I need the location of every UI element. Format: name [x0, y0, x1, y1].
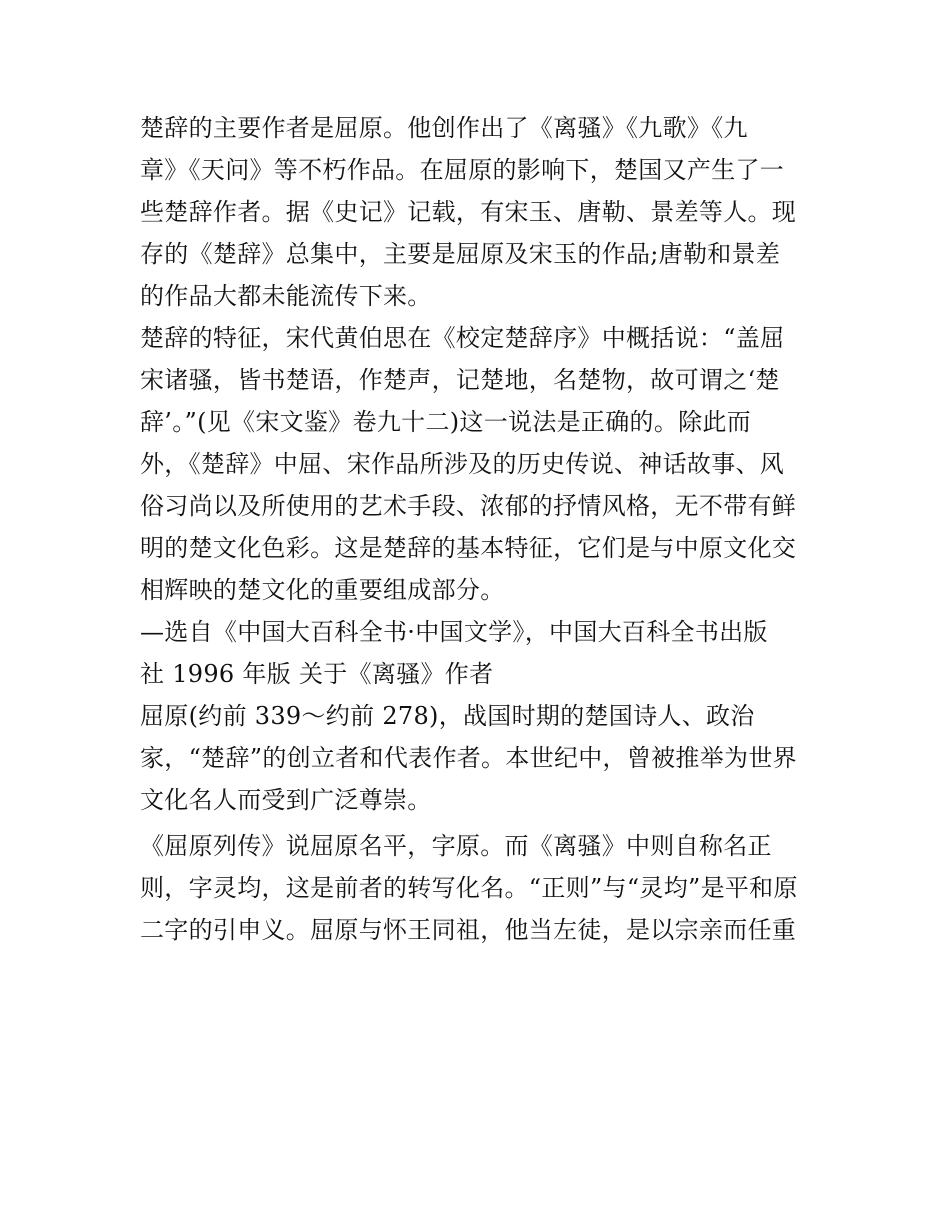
text-line: 《屈原列传》说屈原名平，字原。而《离骚》中则自称名正 — [140, 832, 772, 860]
text-line: 家，“楚辞”的创立者和代表作者。本世纪中，曾被推举为世界 — [140, 744, 797, 772]
text-line: 辞’。”(见《宋文鉴》卷九十二)这一说法是正确的。除此而 — [140, 408, 752, 436]
text-line: 俗习尚以及所使用的艺术手段、浓郁的抒情风格，无不带有鲜 — [140, 492, 797, 520]
text-line: 些楚辞作者。据《史记》记载，有宋玉、唐勒、景差等人。现 — [140, 198, 797, 226]
text-line: 的作品大都未能流传下来。 — [140, 282, 432, 310]
source-citation-line: 社 1996 年版 关于《离骚》作者 — [140, 660, 494, 688]
text-line: 二字的引申义。屈原与怀王同祖，他当左徒，是以宗亲而任重 — [140, 916, 797, 944]
text-line: 则，字灵均，这是前者的转写化名。“正则”与“灵均”是平和原 — [140, 874, 798, 902]
text-line: 屈原(约前 339～约前 278)，战国时期的楚国诗人、政治 — [140, 702, 755, 730]
text-line: 外，《楚辞》中屈、宋作品所涉及的历史传说、神话故事、风 — [140, 450, 785, 478]
text-line: 文化名人而受到广泛尊崇。 — [140, 786, 432, 814]
text-line: 楚辞的主要作者是屈原。他创作出了《离骚》《九歌》《九 — [140, 114, 748, 142]
text-line: 明的楚文化色彩。这是楚辞的基本特征，它们是与中原文化交 — [140, 534, 797, 562]
text-line: 章》《天问》等不朽作品。在屈原的影响下，楚国又产生了一 — [140, 156, 785, 184]
text-line: 宋诸骚，皆书楚语，作楚声，记楚地，名楚物，故可谓之‘楚 — [140, 366, 780, 394]
text-line: 楚辞的特征，宋代黄伯思在《校定楚辞序》中概括说：“盖屈 — [140, 324, 785, 352]
document-body — [140, 107, 840, 951]
text-line: 存的《楚辞》总集中，主要是屈原及宋玉的作品;唐勒和景差 — [140, 240, 781, 268]
text-line: 相辉映的楚文化的重要组成部分。 — [140, 576, 505, 604]
source-citation-line: —选自《中国大百科全书·中国文学》，中国大百科全书出版 — [140, 618, 768, 646]
